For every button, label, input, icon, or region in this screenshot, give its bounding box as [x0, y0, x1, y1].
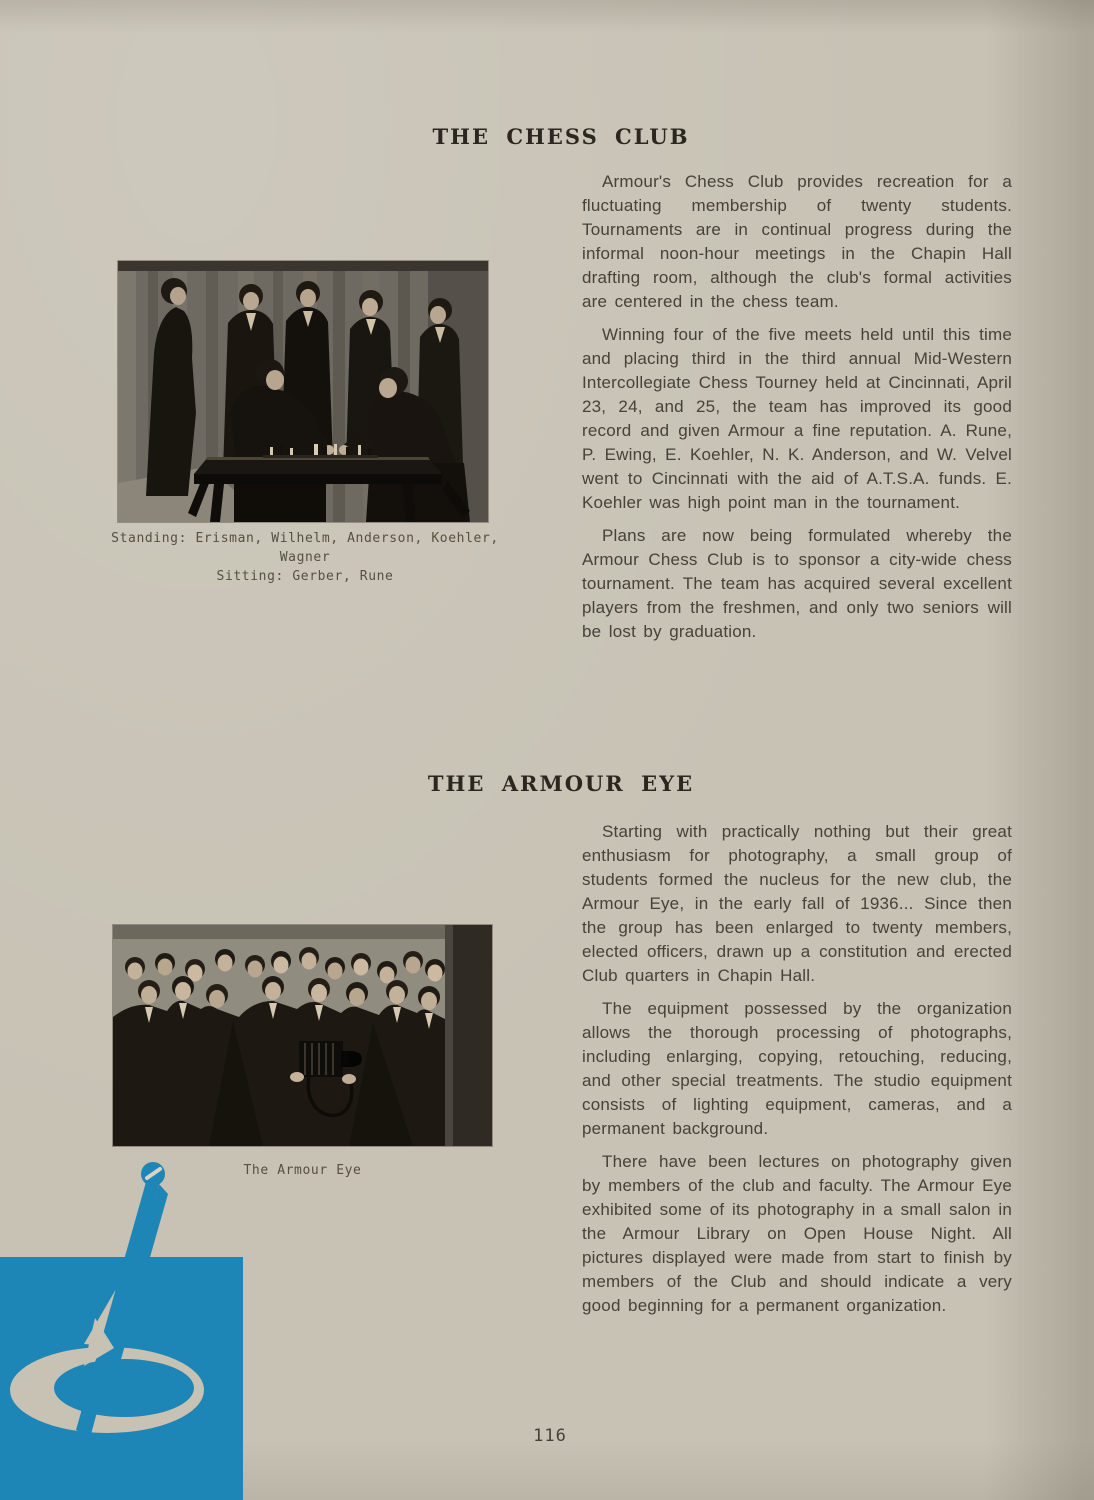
armour-eye-paragraph-3: There have been lectures on photography given by members of the club and faculty. The Armour Eye exhibited some of its photography in a small salon in the Armour Library on Open House Night. All pictures displayed were made from start to finish by members of the Club and should indicate a very good beginning for a permanent organization.	[582, 1152, 1012, 1315]
club-members-bodies	[113, 1001, 445, 1146]
armour-eye-paragraph-2: The equipment possessed by the organization allows the thorough processing of photographs, including enlarging, copying, retouching, reducing, and other special treatments. The studio equipment consists of lighting equipment, cameras, and a permanent background.	[582, 999, 1012, 1138]
armour-eye-paragraph-1: Starting with practically nothing but their great enthusiasm for photography, a small group of students formed the nucleus for the new club, the Armour Eye, in the early fall of 1936... Since then the group has been enlarged to twenty members, elected officers, drawn up a constitution and erected Club quarters in Chapin Hall.	[582, 822, 1012, 985]
chess-club-text-column	[582, 170, 1012, 653]
chess-club-photo	[118, 261, 488, 522]
caption-sitting-line: Sitting: Gerber, Rune	[216, 569, 394, 584]
chess-club-paragraph-3: Plans are now being formulated whereby the Armour Chess Club is to sponsor a city-wide chess tournament. The team has acquired several excellent players from the freshmen, and only two seniors will be lost by graduation.	[582, 526, 1012, 641]
chess-club-title: THE CHESS CLUB	[432, 124, 690, 150]
drafting-compass-graphic	[0, 1150, 300, 1500]
chess-club-paragraph-1: Armour's Chess Club provides recreation for a fluctuating membership of twenty students. Tournaments are in continual progress during the informal noon-hour meetings in the Chapin Hall drafting room, although the club's formal activities are centered in the chess team.	[582, 172, 1012, 311]
chess-club-photo-caption	[100, 529, 510, 586]
armour-eye-title: THE ARMOUR EYE	[427, 771, 695, 797]
chess-club-paragraph-2: Winning four of the five meets held until this time and placing third in the third annual Mid-Western Intercollegiate Chess Tourney held at Cincinnati, April 23, 24, and 25, the team has improved its good record and given Armour a fine reputation. A. Rune, P. Ewing, E. Koehler, N. K. Anderson, and W. Velvel went to Cincinnati with the aid of A.T.S.A. funds. E. Koehler was high point man in the tournament.	[582, 325, 1012, 512]
armour-eye-photo	[113, 925, 492, 1146]
armour-eye-photo-caption: The Armour Eye	[243, 1163, 362, 1178]
armour-eye-text-column	[582, 820, 1012, 1327]
caption-standing-line: Standing: Erisman, Wilhelm, Anderson, Koehler, Wagner	[111, 531, 499, 565]
page-number: 116	[533, 1426, 567, 1446]
